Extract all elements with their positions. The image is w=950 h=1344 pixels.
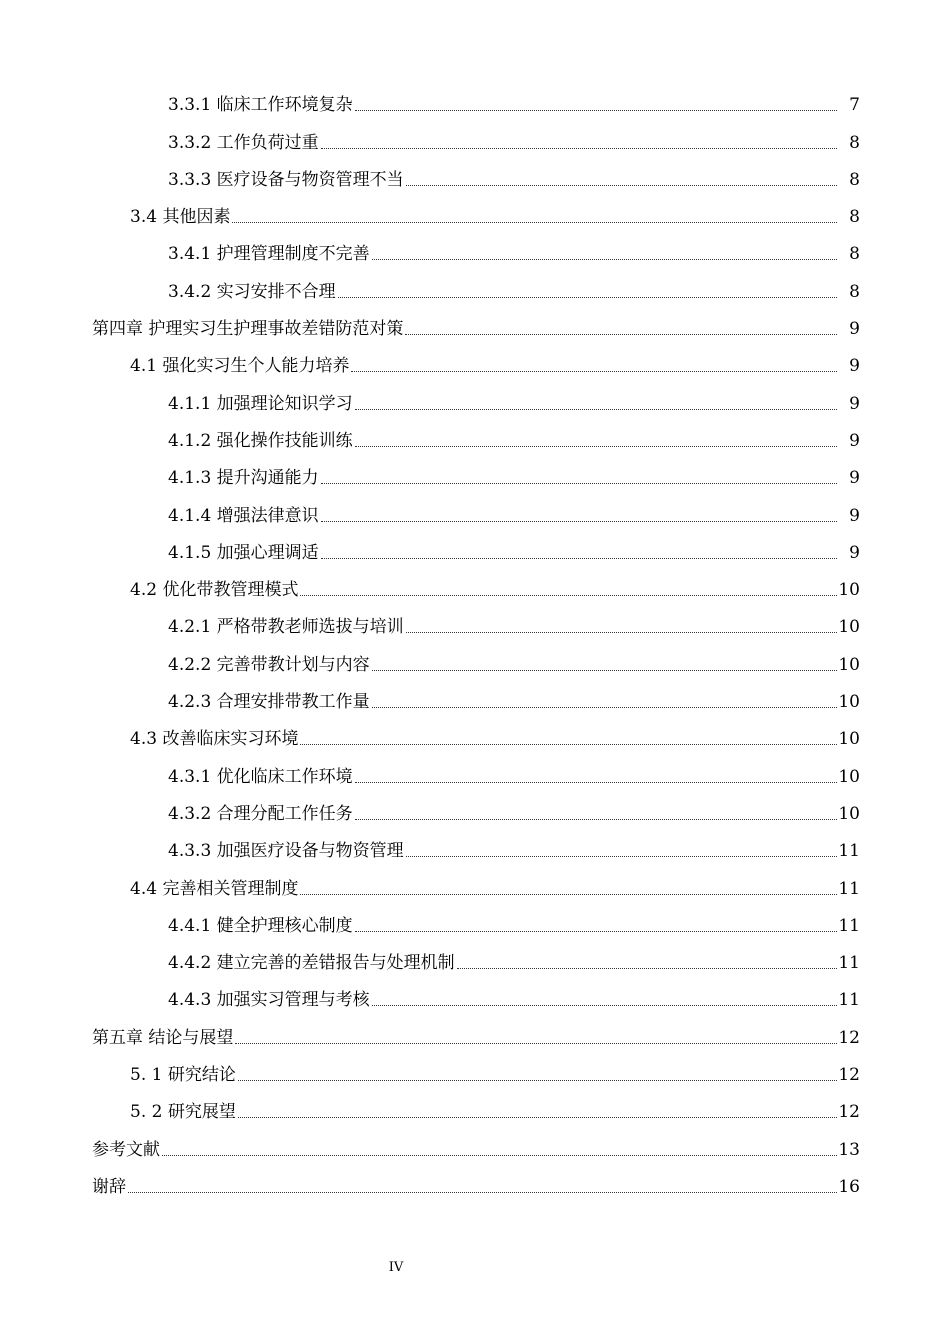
toc-entry-page: 10 — [838, 692, 860, 713]
toc-entry-title: 4.4.3 加强实习管理与考核 — [168, 990, 370, 1011]
toc-entry-page: 13 — [838, 1139, 860, 1160]
toc-entry-page: 10 — [838, 729, 860, 750]
toc-dot-leader — [321, 558, 837, 559]
toc-entry-page: 11 — [838, 878, 860, 899]
toc-entry-page: 8 — [849, 207, 860, 228]
toc-entry-title: 4.4.2 建立完善的差错报告与处理机制 — [168, 953, 455, 974]
toc-entry-title: 第五章 结论与展望 — [92, 1027, 234, 1048]
toc-entry-page: 16 — [838, 1176, 860, 1197]
toc-dot-leader — [355, 782, 837, 783]
toc-entry-title: 4.2.3 合理安排带教工作量 — [168, 692, 370, 713]
toc-entry[interactable] — [0, 681, 950, 718]
toc-entry-title: 4.2 优化带教管理模式 — [130, 580, 299, 601]
toc-entry[interactable] — [0, 1054, 950, 1091]
toc-dot-leader — [355, 819, 837, 820]
toc-entry-page: 10 — [838, 580, 860, 601]
toc-dot-leader — [355, 446, 837, 447]
toc-entry[interactable] — [0, 1166, 950, 1203]
toc-entry-page: 10 — [838, 766, 860, 787]
toc-entry-page: 12 — [838, 1027, 860, 1048]
toc-entry[interactable] — [0, 1016, 950, 1053]
toc-entry[interactable] — [0, 867, 950, 904]
toc-dot-leader — [372, 259, 837, 260]
toc-entry-title: 5. 1 研究结论 — [130, 1065, 236, 1086]
toc-entry-page: 9 — [849, 505, 860, 526]
toc-dot-leader — [238, 1117, 837, 1118]
toc-entry-page: 8 — [849, 244, 860, 265]
toc-dot-leader — [321, 148, 837, 149]
toc-entry[interactable] — [0, 345, 950, 382]
toc-entry-title: 4.3.2 合理分配工作任务 — [168, 803, 353, 824]
toc-entry-page: 10 — [838, 654, 860, 675]
toc-entry[interactable] — [0, 979, 950, 1016]
toc-dot-leader — [406, 185, 837, 186]
toc-entry-page: 9 — [849, 542, 860, 563]
toc-dot-leader — [351, 371, 837, 372]
toc-entry[interactable] — [0, 606, 950, 643]
toc-entry-title: 4.3.1 优化临床工作环境 — [168, 766, 353, 787]
toc-dot-leader — [457, 968, 837, 969]
toc-entry-page: 7 — [849, 95, 860, 116]
toc-entry-page: 10 — [838, 617, 860, 638]
toc-entry-page: 11 — [838, 990, 860, 1011]
toc-entry-title: 3.3.2 工作负荷过重 — [168, 132, 319, 153]
toc-entry-page: 11 — [838, 915, 860, 936]
toc-entry[interactable] — [0, 1091, 950, 1128]
toc-entry[interactable] — [0, 830, 950, 867]
toc-entry[interactable] — [0, 1128, 950, 1165]
toc-dot-leader — [162, 1155, 837, 1156]
toc-dot-leader — [355, 110, 837, 111]
toc-entry[interactable] — [0, 382, 950, 419]
toc-dot-leader — [235, 1043, 837, 1044]
toc-entry[interactable] — [0, 905, 950, 942]
toc-entry-title: 5. 2 研究展望 — [130, 1102, 236, 1123]
toc-entry-page: 9 — [849, 468, 860, 489]
toc-entry-page: 12 — [838, 1065, 860, 1086]
toc-entry-title: 4.3 改善临床实习环境 — [130, 729, 299, 750]
toc-dot-leader — [321, 483, 837, 484]
toc-entry-title: 3.4.1 护理管理制度不完善 — [168, 244, 370, 265]
toc-entry[interactable] — [0, 233, 950, 270]
toc-entry-title: 4.4.1 健全护理核心制度 — [168, 915, 353, 936]
toc-entry-title: 谢辞 — [92, 1176, 126, 1197]
table-of-contents — [0, 84, 950, 1203]
toc-entry[interactable] — [0, 308, 950, 345]
toc-entry-title: 参考文献 — [92, 1139, 160, 1160]
toc-entry-title: 3.4.2 实习安排不合理 — [168, 281, 336, 302]
toc-entry-title: 3.3.3 医疗设备与物资管理不当 — [168, 169, 404, 190]
toc-entry[interactable] — [0, 532, 950, 569]
toc-dot-leader — [405, 334, 837, 335]
toc-entry-page: 10 — [838, 803, 860, 824]
toc-dot-leader — [372, 1005, 837, 1006]
toc-dot-leader — [321, 521, 837, 522]
toc-entry-title: 4.1.5 加强心理调适 — [168, 542, 319, 563]
toc-entry-title: 4.2.2 完善带教计划与内容 — [168, 654, 370, 675]
toc-entry[interactable] — [0, 196, 950, 233]
toc-entry-page: 12 — [838, 1102, 860, 1123]
toc-entry-page: 9 — [849, 430, 860, 451]
toc-entry-page: 11 — [838, 953, 860, 974]
toc-entry-page: 8 — [849, 132, 860, 153]
toc-dot-leader — [300, 595, 837, 596]
toc-dot-leader — [338, 297, 837, 298]
toc-dot-leader — [406, 856, 837, 857]
toc-entry-title: 4.4 完善相关管理制度 — [130, 878, 299, 899]
toc-entry-title: 4.1.3 提升沟通能力 — [168, 468, 319, 489]
toc-entry-title: 3.3.1 临床工作环境复杂 — [168, 95, 353, 116]
toc-dot-leader — [372, 707, 837, 708]
toc-dot-leader — [232, 222, 837, 223]
toc-entry-title: 4.2.1 严格带教老师选拔与培训 — [168, 617, 404, 638]
page-footer-number: IV — [388, 1260, 404, 1275]
toc-entry[interactable] — [0, 494, 950, 531]
toc-entry-title: 4.1.1 加强理论知识学习 — [168, 393, 353, 414]
toc-dot-leader — [238, 1080, 837, 1081]
toc-dot-leader — [355, 409, 837, 410]
toc-entry-page: 8 — [849, 169, 860, 190]
toc-dot-leader — [128, 1192, 837, 1193]
toc-entry-title: 3.4 其他因素 — [130, 207, 231, 228]
toc-entry[interactable] — [0, 84, 950, 121]
toc-entry-title: 4.3.3 加强医疗设备与物资管理 — [168, 841, 404, 862]
toc-entry[interactable] — [0, 121, 950, 158]
toc-entry[interactable] — [0, 457, 950, 494]
toc-dot-leader — [355, 931, 837, 932]
toc-entry-title: 4.1.4 增强法律意识 — [168, 505, 319, 526]
toc-entry[interactable] — [0, 793, 950, 830]
toc-entry-page: 8 — [849, 281, 860, 302]
toc-dot-leader — [406, 632, 837, 633]
toc-entry[interactable] — [0, 420, 950, 457]
toc-entry-title: 第四章 护理实习生护理事故差错防范对策 — [92, 319, 404, 340]
toc-dot-leader — [300, 894, 837, 895]
toc-entry-title: 4.1 强化实习生个人能力培养 — [130, 356, 350, 377]
toc-entry[interactable] — [0, 643, 950, 680]
toc-entry-page: 9 — [849, 393, 860, 414]
toc-entry-page: 9 — [849, 319, 860, 340]
toc-entry[interactable] — [0, 270, 950, 307]
toc-entry-title: 4.1.2 强化操作技能训练 — [168, 430, 353, 451]
toc-dot-leader — [300, 744, 837, 745]
toc-entry[interactable] — [0, 569, 950, 606]
toc-entry[interactable] — [0, 718, 950, 755]
toc-entry-page: 11 — [838, 841, 860, 862]
toc-entry-page: 9 — [849, 356, 860, 377]
toc-dot-leader — [372, 670, 837, 671]
toc-entry[interactable] — [0, 755, 950, 792]
toc-entry[interactable] — [0, 942, 950, 979]
toc-entry[interactable] — [0, 159, 950, 196]
